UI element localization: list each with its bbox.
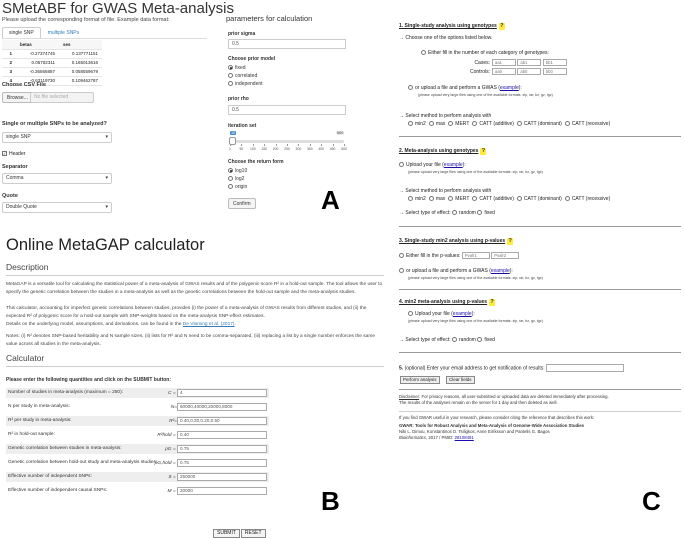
divider: [399, 389, 681, 390]
slider-tick-mark: [333, 144, 334, 146]
method-radio[interactable]: [429, 121, 445, 127]
prior-rho-label: prior rho: [228, 96, 249, 102]
section-title-text: 1. Single-study analysis using genotypes: [399, 23, 497, 29]
slider-tick-label: 150: [261, 147, 268, 151]
quote-label: Quote: [2, 193, 18, 199]
radio-label: CATT (dominant): [523, 121, 562, 127]
separator-select[interactable]: [2, 173, 112, 184]
table-cell: 0.058559679: [59, 67, 102, 76]
method-radio[interactable]: [408, 121, 426, 127]
example-data-table: [2, 40, 102, 86]
field-row-studies: [6, 388, 269, 398]
radio-icon: [448, 121, 453, 126]
slider-tick-label: 300: [295, 147, 302, 151]
field-label: Genetic correlation between hold-out study and meta-analysis studies:: [8, 460, 158, 465]
rho-g-input[interactable]: 0.75: [177, 445, 267, 453]
help-icon[interactable]: ?: [481, 148, 486, 154]
pmid-link[interactable]: 28108491: [454, 435, 474, 440]
calculator-title: Online MetaGAP calculator: [6, 236, 205, 254]
app-title: SMetABF for GWAS Meta-analysis: [2, 0, 235, 17]
method-options: [408, 121, 613, 127]
radio-log2[interactable]: [228, 176, 244, 182]
radio-random[interactable]: [452, 337, 476, 343]
slider-ticks: [229, 144, 347, 152]
radio-label: independent: [235, 81, 263, 87]
n-input[interactable]: 60000,40000,20000,8000: [177, 403, 267, 411]
field-row-n: [6, 402, 269, 412]
field-symbol: C =: [168, 391, 176, 396]
upload-note: (please upload very large files using one of the available formats: zip, rar, bz, gz, tgz): [418, 93, 553, 97]
controls-row: [466, 68, 567, 75]
table-cell: 1: [2, 49, 16, 58]
field-label: Genetic correlation between studies in meta-analysis:: [8, 446, 122, 451]
radio-icon: [408, 311, 413, 316]
field-symbol: ρG,hold =: [154, 461, 176, 466]
table-cell: 3: [2, 67, 16, 76]
radio-icon: [448, 196, 453, 201]
pvalue-2-input[interactable]: Pvalr2: [491, 252, 519, 259]
example-link[interactable]: example: [452, 311, 472, 317]
clear-fields-button[interactable]: Clear fields: [446, 376, 475, 384]
slider-tick-mark: [241, 144, 242, 146]
radio-icon: [228, 176, 233, 181]
radio-fixed[interactable]: [477, 337, 495, 343]
radio-icon: [408, 196, 413, 201]
effect-row: [399, 210, 495, 216]
method-radio[interactable]: [448, 196, 469, 202]
disclaimer-text: : For privacy reasons, all user-submitted or uploaded data are deleted immediately after processing.: [419, 394, 609, 399]
radio-icon: [472, 196, 477, 201]
checkbox-checked-icon: ✓: [3, 151, 7, 157]
radio-icon: [452, 210, 457, 215]
field-row-r2-hold: [6, 430, 269, 440]
cases-row: [466, 59, 567, 66]
journal-info: , 2017 / PMID:: [425, 435, 455, 440]
radio-label: random: [459, 210, 476, 216]
slider-tick-mark: [276, 144, 277, 146]
radio-independent[interactable]: [228, 81, 263, 87]
pvalue-option[interactable]: [399, 252, 519, 259]
radio-icon: [517, 196, 522, 201]
field-value: [168, 389, 267, 397]
divider: [399, 411, 681, 412]
slider-tick-mark: [310, 144, 311, 146]
radio-label: CATT (additive): [479, 121, 514, 127]
r2-hold-input[interactable]: 0.40: [177, 431, 267, 439]
table-cell: 4: [2, 76, 16, 85]
reference-journal: [399, 435, 474, 441]
radio-label: min2: [415, 196, 426, 202]
radio-label: max: [435, 121, 446, 127]
radio-icon: [399, 162, 404, 167]
radio-label: origin: [235, 184, 248, 190]
divider: [399, 289, 681, 290]
radio-fixed[interactable]: [228, 65, 246, 71]
slider-tick-label: 100: [249, 147, 256, 151]
header-checkbox[interactable]: [2, 151, 25, 157]
field-row-s: [6, 472, 269, 482]
method-label: → Select method to perform analysis with: [399, 188, 492, 194]
paper-link[interactable]: De Vlaming et al. (2017): [182, 322, 235, 327]
slider-tick-mark: [287, 144, 288, 146]
radio-icon: [399, 268, 404, 273]
table-cell: 2: [2, 58, 16, 67]
file-name-field[interactable]: No file selected: [30, 92, 94, 103]
tab-multiple-snps[interactable]: multiple SNPs: [47, 30, 80, 36]
upload-note: (please upload very large files using one of the available formats: zip, rar, bz, gz, tgz): [408, 319, 543, 323]
radio-icon: [472, 121, 477, 126]
field-label: N per study in meta-analysis:: [8, 404, 70, 409]
section-3-title: [399, 238, 513, 245]
browse-button[interactable]: Browse...: [2, 92, 33, 103]
field-symbol: R²=: [169, 419, 177, 424]
slider-tick-mark: [321, 144, 322, 146]
field-value: [171, 403, 267, 411]
upload-description: Please upload the corresponding format of file. Example data format:: [2, 17, 170, 23]
table-cell: 0.165013616: [59, 58, 102, 67]
slider-tick-mark: [298, 144, 299, 146]
slider-tick-mark: [230, 144, 231, 146]
method-label: → Select method to perform analysis with: [399, 113, 492, 119]
slider-tick-label: 200: [272, 147, 279, 151]
table-cell: -0.36566887: [16, 67, 59, 76]
radio-correlated[interactable]: [228, 73, 257, 79]
cases-ab-input[interactable]: ab1: [517, 59, 541, 66]
radio-icon: [429, 121, 434, 126]
radio-label: CATT (dominant): [523, 196, 562, 202]
radio-icon: [228, 81, 233, 86]
m-input[interactable]: 20000: [177, 487, 267, 495]
section-5-number: 5.: [399, 365, 404, 372]
description-heading: Description: [6, 262, 49, 272]
method-radio[interactable]: [517, 196, 562, 202]
divider: [6, 366, 384, 367]
help-icon[interactable]: ?: [490, 299, 494, 305]
option-label: Either fill in the number of each category of genotypes:: [428, 50, 549, 56]
calculator-instruction: Please enter the following quantities and click on the SUBMIT button:: [6, 377, 172, 383]
iteration-label: iteration set: [228, 123, 257, 129]
method-radio[interactable]: [448, 121, 469, 127]
method-radio[interactable]: [565, 121, 610, 127]
divider: [399, 226, 681, 227]
radio-label: CATT (additive): [479, 196, 514, 202]
choose-csv-label: Choose CSV File: [2, 82, 47, 88]
radio-icon: [517, 121, 522, 126]
prior-model-label: Choose prior model: [228, 56, 276, 62]
method-radio[interactable]: [565, 196, 610, 202]
field-label: Effective number of independent causal SNPs:: [8, 488, 108, 493]
radio-label: fixed: [484, 210, 495, 216]
table-header: [2, 40, 16, 49]
radio-label: log10: [235, 168, 248, 174]
form-buttons: [213, 529, 266, 538]
option-label: ):: [518, 85, 522, 91]
slider-tick-mark: [253, 144, 254, 146]
option-label: or upload a file and perform a GWAS (: [406, 268, 491, 274]
section-title-text: 3. Single-study min2 analysis using p-values: [399, 238, 506, 244]
field-label: Number of studies in meta-analysis (maximum = 250):: [8, 390, 124, 395]
section-2-title: [399, 148, 486, 155]
method-radio[interactable]: [472, 196, 514, 202]
table-row: [2, 49, 102, 58]
radio-label: min2: [415, 121, 426, 127]
example-link[interactable]: example: [499, 85, 519, 91]
quote-select[interactable]: [2, 202, 112, 213]
return-form-label: Choose the return form: [228, 159, 284, 165]
method-radio[interactable]: [429, 196, 445, 202]
prior-sigma-input[interactable]: 0.5: [228, 39, 346, 49]
section-title-text: 4. min2 meta-analysis using p-values: [399, 299, 488, 305]
radio-label: MERT: [455, 196, 470, 202]
effect-label: → Select type of effect:: [399, 210, 451, 216]
radio-icon: [565, 196, 570, 201]
panel-a: [0, 0, 395, 220]
parameters-panel: [226, 12, 351, 212]
field-row-m: [6, 486, 269, 496]
radio-label: CATT (recessive): [571, 196, 611, 202]
reference-authors: Niki L. Dimou, Konstantinos D. Tsiligkos, Anne Eiríksson and Pantelis G. Bagos: [399, 429, 550, 434]
reference-title: GWAR: Tools for Robust Analysis and Meta-Analysis of Genome-Wide Association Studies: [399, 423, 585, 428]
option-label: ):: [471, 311, 475, 317]
method-options: [408, 196, 613, 202]
caret-down-icon: ▾: [105, 175, 108, 181]
slider-tick-label: 400: [318, 147, 325, 151]
snp-select-value: single SNP: [6, 134, 31, 140]
upload-option[interactable]: [399, 268, 513, 274]
section-1-title: [399, 23, 505, 30]
quote-select-value: Double Quote: [6, 204, 37, 210]
upload-option[interactable]: [408, 311, 475, 317]
disclaimer-line-2: The results of the analyses remain on the server for 1 day and then deleted as well.: [399, 400, 558, 405]
cases-label: Cases:: [474, 59, 490, 66]
option-label: ):: [462, 162, 466, 168]
help-icon[interactable]: ?: [508, 238, 512, 244]
radio-icon: [399, 253, 404, 258]
table-header: betas: [16, 40, 59, 49]
table-header: ses: [59, 40, 102, 49]
method-radio[interactable]: [472, 121, 514, 127]
slider-tick-label: 350: [306, 147, 313, 151]
slider-tick-mark: [264, 144, 265, 146]
radio-label: log2: [235, 176, 245, 182]
disclaimer-word: Disclaimer: [399, 394, 420, 399]
panel-letter-c: C: [642, 486, 661, 516]
radio-fixed[interactable]: [477, 210, 495, 216]
description-paragraph: This calculator, accounting for imperfect genetic correlations between studies, provides (i) the power of a meta-analysis of GWAS results from different studies, and (ii) the expected R² of polygenic score for a hold-out sample with SNP-weights based on the meta-analysis SNP-effect estimates.: [6, 306, 367, 319]
table-row: [2, 58, 102, 67]
slider-min-value: 10: [231, 131, 236, 135]
section-4-title: [399, 299, 495, 306]
slider-tick-label: 500: [341, 147, 347, 151]
slider-tick-label: 250: [284, 147, 290, 151]
r2-input[interactable]: 0.40,0.30,0.20,0.50: [177, 417, 267, 425]
radio-icon: [429, 196, 434, 201]
caret-down-icon: ▾: [105, 134, 108, 140]
details-paragraph: [6, 321, 384, 329]
slider-max-value: 500: [337, 131, 344, 135]
table-cell: 0.05702311: [16, 58, 59, 67]
prior-rho-input[interactable]: 0.5: [228, 105, 346, 115]
field-value: [169, 417, 267, 425]
tab-single-snp[interactable]: single SNP: [2, 27, 41, 38]
radio-icon: [228, 73, 233, 78]
radio-icon: [477, 210, 482, 215]
radio-icon: [408, 121, 413, 126]
submit-button[interactable]: SUBMIT: [213, 529, 240, 538]
field-symbol: N=: [170, 405, 177, 410]
radio-selected-icon: [228, 65, 233, 70]
snp-tabs: [2, 27, 86, 38]
method-radio[interactable]: [408, 196, 426, 202]
snp-question-label: Single or multiple SNPs to be analyzed?: [2, 121, 107, 127]
field-label: R² per study in meta-analysis:: [8, 418, 72, 423]
radio-label: max: [435, 196, 446, 202]
field-value: [168, 487, 267, 495]
field-symbol: S =: [168, 475, 176, 480]
journal-name: Bioinformatics: [399, 435, 426, 440]
radio-random[interactable]: [452, 210, 476, 216]
separator-label: Separator: [2, 164, 28, 170]
cases-bb-input[interactable]: bb1: [543, 59, 567, 66]
example-link[interactable]: example: [490, 268, 510, 274]
table-cell: -0.63119730: [16, 76, 59, 85]
snp-select[interactable]: [2, 132, 112, 143]
table-cell: -0.27374745: [16, 49, 59, 58]
separator-select-value: Comma: [6, 175, 24, 181]
field-symbol: M =: [167, 489, 176, 494]
details-text: Details on the underlying model, assumptions, and derivations, can be found in the: [6, 322, 183, 327]
rho-g-hold-input[interactable]: 0.75: [177, 459, 267, 467]
divider: [399, 352, 681, 353]
option-label: or upload a file and perform a GWAS (: [415, 85, 500, 91]
slider-tick-label: 1: [229, 147, 231, 151]
controls-label: Controls:: [469, 68, 490, 75]
field-symbol: R²hold =: [157, 433, 176, 438]
controls-bb-input[interactable]: bb0: [543, 68, 567, 75]
divider: [399, 136, 681, 137]
example-link[interactable]: example: [443, 162, 463, 168]
upload-note: (please upload very large files using one of the available formats: zip, rar, bz, gz, tgz): [408, 170, 543, 174]
email-label: (optional) Enter your email address to get notification of results:: [404, 365, 545, 372]
radio-log10[interactable]: [228, 168, 247, 174]
panel-letter-b: B: [321, 486, 340, 516]
radio-label: CATT (recessive): [571, 121, 611, 127]
field-value: [157, 431, 267, 439]
email-row: [399, 364, 624, 372]
table-cell: 0.137771151: [59, 49, 102, 58]
prior-sigma-label: prior sigma: [228, 31, 256, 37]
radio-label: fixed: [235, 65, 246, 71]
radio-label: correlated: [235, 73, 258, 79]
radio-icon: [452, 337, 457, 342]
help-icon[interactable]: ?: [500, 23, 504, 29]
controls-aa-input[interactable]: aa0: [492, 68, 516, 75]
method-radio[interactable]: [517, 121, 562, 127]
pvalue-1-input[interactable]: Pvalr1: [462, 252, 490, 259]
option-label: Either fill in the p-values:: [406, 252, 461, 259]
upload-option[interactable]: [408, 85, 522, 91]
field-row-r2: [6, 416, 269, 426]
radio-icon: [565, 121, 570, 126]
divider: [6, 275, 384, 276]
field-label: R² in hold-out sample:: [8, 432, 55, 437]
description-paragraph: MetaGAP is a versatile tool for calculating the statistical power of a meta-analysis of GWAS results and of the polygenic-score R² in a hold-out sample. The tool allows the user to specify the genetic correlation between the studies in a meta-analysis as well as the genetic correlations between the hold-out sample and the meta-analysis studies.: [6, 282, 383, 295]
field-value: [168, 473, 267, 481]
iteration-slider[interactable]: [230, 140, 344, 143]
email-input[interactable]: [546, 364, 624, 372]
slider-tick-mark: [344, 144, 345, 146]
field-value: [165, 445, 267, 453]
notes-paragraph: Notes: (i) R² denotes SNP-based heritability and N sample sizes, (ii) lists for R² and N need to be comma-separated, (iii) replacing a list by a single number enforces the same value across all studies in the meta-analysis.: [6, 334, 375, 347]
radio-icon: [228, 184, 233, 189]
table-header-row: [2, 40, 102, 49]
header-checkbox-label: Header: [9, 151, 26, 157]
radio-label: MERT: [455, 121, 470, 127]
panel-letter-a: A: [321, 185, 340, 215]
slider-tick-label: 50: [239, 147, 244, 151]
radio-origin[interactable]: [228, 184, 247, 190]
genotype-option[interactable]: [421, 50, 549, 56]
slider-tick-label: 450: [329, 147, 336, 151]
option-label: Upload your file (: [415, 311, 453, 317]
details-text: .: [234, 322, 236, 327]
studies-input[interactable]: 4: [177, 389, 267, 397]
radio-selected-icon: [228, 168, 233, 173]
upload-option[interactable]: [399, 162, 466, 168]
effect-label: → Select type of effect:: [399, 337, 451, 343]
field-row-rho-g-hold: [6, 458, 269, 468]
calculator-heading: Calculator: [6, 353, 45, 363]
radio-icon: [421, 50, 426, 55]
option-label: Upload your file (: [406, 162, 444, 168]
table-row: [2, 67, 102, 76]
section-title-text: 2. Meta-analysis using genotypes: [399, 148, 479, 154]
controls-ab-input[interactable]: ab0: [517, 68, 541, 75]
field-symbol: ρG =: [165, 447, 176, 452]
reset-button[interactable]: RESET: [241, 529, 266, 538]
table-cell: 0.109462787: [59, 76, 102, 85]
cases-aa-input[interactable]: aa1: [492, 59, 516, 66]
confirm-button[interactable]: Confirm: [228, 198, 256, 209]
field-row-rho-g: [6, 444, 269, 454]
field-value: [155, 459, 267, 467]
radio-label: fixed: [484, 337, 495, 343]
option-label: ):: [509, 268, 513, 274]
perform-analysis-button[interactable]: Perform analysis: [400, 376, 440, 384]
radio-icon: [477, 337, 482, 342]
radio-label: random: [459, 337, 476, 343]
parameters-title: parameters for calculation: [226, 14, 313, 23]
upload-note: (please upload very large files using one of the available formats: zip, rar, bz, gz, tgz): [408, 276, 543, 280]
field-label: Effective number of independent SNPs:: [8, 474, 92, 479]
effect-row: [399, 337, 495, 343]
citation-request: If you find GWAR useful in your research, please consider citing the reference that describes this work:: [399, 415, 595, 420]
caret-down-icon: ▾: [105, 204, 108, 210]
s-input[interactable]: 250000: [177, 473, 267, 481]
choose-instruction: → Choose one of the options listed below.: [399, 35, 493, 41]
radio-icon: [408, 85, 413, 90]
tab-divider: [2, 38, 207, 39]
